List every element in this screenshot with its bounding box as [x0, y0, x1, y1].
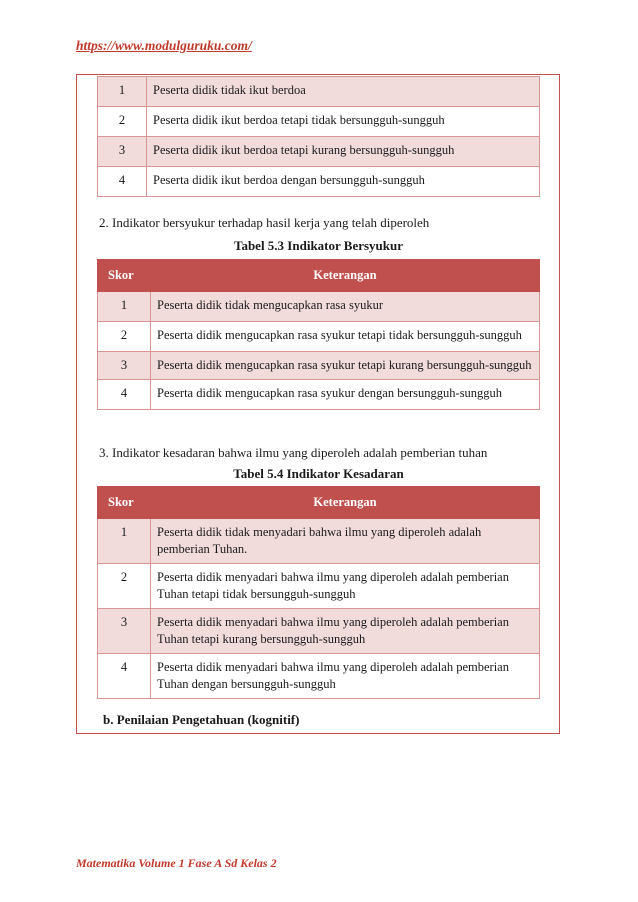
- cell-keterangan: Peserta didik menyadari bahwa ilmu yang diperoleh adalah pemberian Tuhan dengan bersungguh-sungguh: [151, 654, 540, 699]
- header-skor: Skor: [98, 487, 151, 519]
- cell-skor: 4: [98, 380, 151, 410]
- table-row: [98, 609, 540, 654]
- cell-keterangan: Peserta didik tidak mengucapkan rasa syukur: [151, 292, 540, 322]
- cell-keterangan: Peserta didik mengucapkan rasa syukur tetapi kurang bersungguh-sungguh: [151, 352, 540, 380]
- table-row: [98, 380, 540, 410]
- table-row: [98, 292, 540, 322]
- indicator2-text: 2. Indikator bersyukur terhadap hasil kerja yang telah diperoleh: [99, 215, 430, 230]
- table-row: [98, 77, 540, 107]
- table-kesadaran: [97, 486, 540, 699]
- header-keterangan: Keterangan: [151, 260, 540, 292]
- indicator3-text: 3. Indikator kesadaran bahwa ilmu yang diperoleh adalah pemberian tuhan: [99, 445, 488, 460]
- cell-skor: 3: [98, 352, 151, 380]
- cell-keterangan: Peserta didik ikut berdoa tetapi tidak bersungguh-sungguh: [147, 107, 540, 137]
- table-row: [98, 107, 540, 137]
- cell-skor: 3: [98, 137, 147, 167]
- cell-skor: 2: [98, 322, 151, 352]
- cell-skor: 1: [98, 519, 151, 564]
- table-row: [98, 654, 540, 699]
- table-row: [98, 167, 540, 197]
- header-keterangan: Keterangan: [151, 487, 540, 519]
- cell-keterangan: Peserta didik tidak menyadari bahwa ilmu yang diperoleh adalah pemberian Tuhan.: [151, 519, 540, 564]
- cell-skor: 2: [98, 107, 147, 137]
- table-bersyukur: [97, 259, 540, 410]
- cell-keterangan: Peserta didik mengucapkan rasa syukur tetapi tidak bersungguh-sungguh: [151, 322, 540, 352]
- cell-skor: 1: [98, 77, 147, 107]
- table53-caption: Tabel 5.3 Indikator Bersyukur: [233, 238, 404, 253]
- section-b-heading: b. Penilaian Pengetahuan (kognitif): [103, 712, 300, 727]
- table-row: [98, 322, 540, 352]
- table-row: [98, 137, 540, 167]
- table-row: [98, 519, 540, 564]
- cell-skor: 4: [98, 654, 151, 699]
- cell-keterangan: Peserta didik menyadari bahwa ilmu yang diperoleh adalah pemberian Tuhan tetapi tidak bersungguh-sungguh: [151, 564, 540, 609]
- cell-keterangan: Peserta didik ikut berdoa tetapi kurang bersungguh-sungguh: [147, 137, 540, 167]
- cell-skor: 1: [98, 292, 151, 322]
- table54-caption: Tabel 5.4 Indikator Kesadaran: [233, 466, 404, 481]
- table-berdoa: [97, 76, 540, 197]
- table-row: [98, 352, 540, 380]
- cell-keterangan: Peserta didik ikut berdoa dengan bersungguh-sungguh: [147, 167, 540, 197]
- cell-skor: 3: [98, 609, 151, 654]
- cell-skor: 4: [98, 167, 147, 197]
- cell-keterangan: Peserta didik tidak ikut berdoa: [147, 77, 540, 107]
- header-url-link[interactable]: https://www.modulguruku.com/: [76, 38, 252, 53]
- cell-skor: 2: [98, 564, 151, 609]
- footer-title: Matematika Volume 1 Fase A Sd Kelas 2: [76, 856, 277, 870]
- cell-keterangan: Peserta didik mengucapkan rasa syukur dengan bersungguh-sungguh: [151, 380, 540, 410]
- table-header-row: [98, 260, 540, 292]
- cell-keterangan: Peserta didik menyadari bahwa ilmu yang diperoleh adalah pemberian Tuhan tetapi kurang bersungguh-sungguh: [151, 609, 540, 654]
- table-row: [98, 564, 540, 609]
- header-skor: Skor: [98, 260, 151, 292]
- table-header-row: [98, 487, 540, 519]
